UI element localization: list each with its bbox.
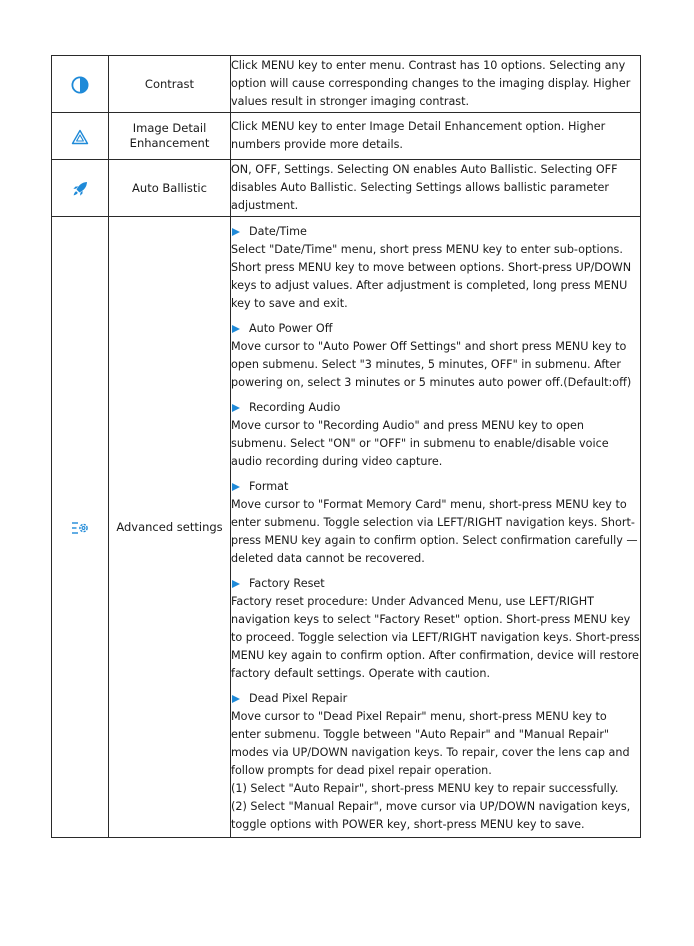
settings-table [51,55,641,838]
section-body: Move cursor to "Auto Power Off Settings" and short press MENU key to open submenu. Select "3 minutes, 5 minutes, OFF" in submenu. After powering on, select 3 minutes or 5 minutes auto power off.(Default:off) [231,340,632,389]
setting-description: Click MENU key to enter Image Detail Enhancement option. Higher numbers provide more details. [231,113,641,160]
section-body: Select "Date/Time" menu, short press MENU key to enter sub-options. Short press MENU key to move between options. Short-press UP/DOWN keys to adjust values. After adjustment is completed, long press MENU key to save and exit. [231,243,632,310]
rocket-icon [71,180,89,198]
bullet-triangle-icon [232,580,240,588]
setting-description [231,217,641,838]
setting-name: Auto Ballistic [109,160,231,217]
setting-name: Contrast [109,56,231,113]
table-row-advanced-settings [52,217,641,838]
table-row-auto-ballistic [52,160,641,217]
table-row-image-detail [52,113,641,160]
setting-description: Click MENU key to enter menu. Contrast has 10 options. Selecting any option will cause corresponding changes to the imaging display. Higher values result in stronger imaging contrast. [231,56,641,113]
bullet-triangle-icon [232,228,240,236]
bullet-triangle-icon [232,695,240,703]
icon-cell [52,56,109,113]
setting-description: ON, OFF, Settings. Selecting ON enables Auto Ballistic. Selecting OFF disables Auto Ballistic. Selecting Settings allows ballistic parameter adjustment. [231,160,641,217]
image-detail-icon [71,129,89,145]
section-title: Factory Reset [249,577,325,590]
bullet-triangle-icon [232,483,240,491]
section-title: Recording Audio [249,401,341,414]
section-factory-reset [231,575,640,683]
section-body: Move cursor to "Recording Audio" and press MENU key to open submenu. Select "ON" or "OFF" in submenu to enable/disable voice audio recording during video capture. [231,419,609,468]
section-title: Date/Time [249,225,307,238]
section-title: Format [249,480,289,493]
contrast-icon [71,76,89,94]
section-body: Move cursor to "Dead Pixel Repair" menu, short-press MENU key to enter submenu. Toggle between "Auto Repair" and "Manual Repair" modes via UP/DOWN navigation keys. To repair, cover the lens cap and follow prompts for dead pixel repair operation. (1) Select "Auto Repair", short-press MENU key to repair successfully. (2) Select "Manual Repair", move cursor via UP/DOWN navigation keys, toggle options with POWER key, short-press MENU key to save. [231,710,631,831]
icon-cell [52,160,109,217]
section-format [231,478,640,568]
section-body: Factory reset procedure: Under Advanced Menu, use LEFT/RIGHT navigation keys to select "Factory Reset" option. Short-press MENU key to proceed. Toggle selection via LEFT/RIGHT navigation keys. Short-press MENU key again to confirm option. After confirmation, device will restore factory default settings. Operate with caution. [231,595,640,680]
icon-cell [52,217,109,838]
section-dead-pixel-repair [231,690,640,834]
bullet-triangle-icon [232,325,240,333]
setting-name: Image Detail Enhancement [109,113,231,160]
section-recording-audio [231,399,640,471]
setting-name: Advanced settings [109,217,231,838]
section-date-time [231,223,640,313]
bullet-triangle-icon [232,404,240,412]
table-row-contrast [52,56,641,113]
section-auto-power-off [231,320,640,392]
icon-cell [52,113,109,160]
section-body: Move cursor to "Format Memory Card" menu, short-press MENU key to enter submenu. Toggle selection via LEFT/RIGHT navigation keys. Short-press MENU key again to confirm option. Select confirmation carefully — deleted data cannot be recovered. [231,498,638,565]
section-title: Dead Pixel Repair [249,692,348,705]
settings-list-icon [71,521,89,535]
section-title: Auto Power Off [249,322,333,335]
